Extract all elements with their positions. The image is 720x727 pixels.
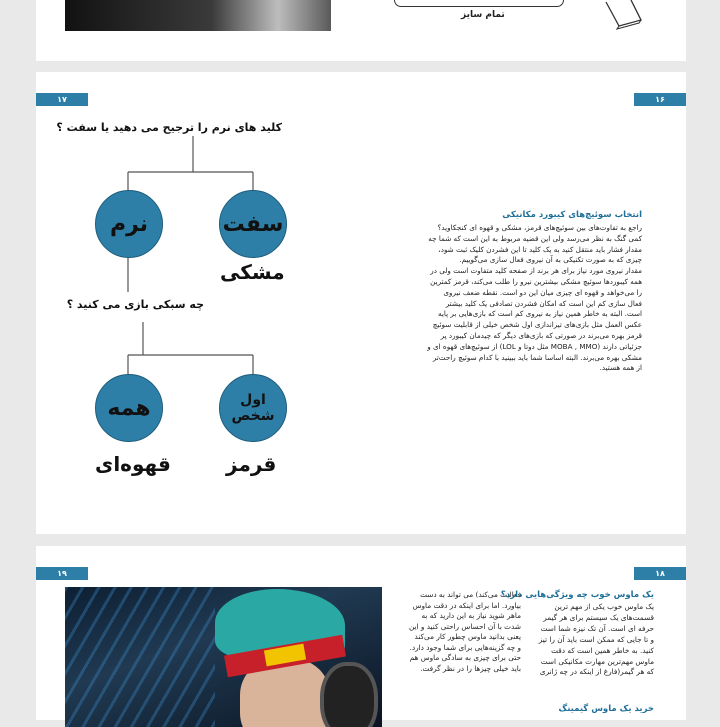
text-line: ماوس مهم‌ترین مهارت مکانیکی است [540,656,654,666]
mouse-section-title: یک ماوس خوب چه ویژگی‌هایی دارد؟ [500,590,654,600]
text-line: باید خیلی چیزها را در نظر گرفت. [420,663,521,673]
question-play-style: چه سبکی بازی می کنید ؟ [66,298,204,311]
page-number-16: ۱۶ [634,93,686,106]
label-brown-switch: قهوه‌ای [95,452,171,476]
article-line: مقدار نیروی مورد نیاز برای هر برند از صفحه کلید متفاوت است ولی در [430,266,642,276]
text-line: یک ماوس خوب یکی از مهم ترین [554,602,654,611]
article-body [402,223,642,374]
label-red-switch: قرمز [226,452,277,476]
stage-lights [65,587,215,727]
text-line: حتی برای چیزی به سادگی ماوس هم [409,653,521,662]
text-line: و تا جایی که ممکن است باید آن را تیز [538,634,654,644]
page-number-18: ۱۸ [634,567,686,580]
right-column-text [526,602,654,678]
node-first-person: اول شخص [219,374,287,442]
article-line: قرمز بهره می‌برند در صورتی که بازی‌های دیگر که چیدمان کیبورد پر [440,330,642,340]
text-line: فعالیت می‌کند) می تواند به دست [420,590,521,599]
text-line: یعنی بدانید ماوس چطور کار می‌کند [414,632,521,641]
article-line: عکس العمل مثل بازی‌های تیراندازی اول شخص خیلی از قابلیت سوئیچ [432,320,642,330]
label-black-switch: مشکی [220,260,285,284]
middle-spread [36,72,686,534]
page-number-17: ۱۷ [36,93,88,106]
gamer-photo [65,587,382,727]
question-soft-or-hard: کلید های نرم را ترجیح می دهید یا سفت ؟ [56,121,282,134]
headset [320,662,378,727]
top-photo [65,0,331,31]
article-line: همه کیبوردها سوئیچ مشکی بیشترین نیرو را طلب می‌کند، قرمز کمترین [430,276,642,286]
text-line: و چه گزینه‌هایی برای شما وجود دارد. [409,642,521,652]
text-line: کنید. به خاطر همین است که دقت [551,645,654,655]
article-line: مقدار فشار باید منتقل کنید به یک کلید تا این فشردن کلیک ثبت شود، [438,244,642,254]
node-hard: سفت [219,190,287,258]
text-line: شدت با آن احساس راحتی کنید و این [408,621,521,631]
article-line: از همه هستید. [599,363,642,373]
book-icon [601,0,646,30]
article-line: مشکی بهره می‌برند. البته اساسا شما باید ببینید با کدام سوئیچ راحت‌تر [432,352,642,362]
article-line: چیزی که به صورت تکنیکی به آن نیروی فعال سازی می‌گوییم. [459,255,642,265]
bottom-spread [36,546,686,720]
node-all: همه [95,374,163,442]
article-line: جزئیاتی دارند (MOBA , MMO مثل دوتا و LOL) از سوئیچ‌های قهوه ای و [427,341,642,351]
text-line: بیاورد. اما برای اینکه در دقت ماوس [412,600,521,610]
left-column-text [384,590,521,674]
article-line: راجع به تفاوت‌های بین سوئیچ‌های قرمز، مشکی و قهوه ای کنجکاوید؟ [437,223,642,232]
top-page [36,0,686,61]
article-title: انتخاب سوئیچ‌های کیبورد مکانیکی [502,210,642,220]
text-line: ماهر شوید نیاز به این دارید که به [421,611,521,620]
node-soft: نرم [95,190,163,258]
buy-mouse-subtitle: خرید یک ماوس گیمینگ [558,704,654,714]
text-line: که هر گیمر(فارغ از اینکه در چه ژانری [539,667,654,677]
page-number-19: ۱۹ [36,567,88,580]
article-line: را می‌خواهد و قهوه ای چیزی میان این دو است. نقطه ضعف نیروی [443,287,642,297]
text-line: حرفه ای است. آن تک نیزه شما است [540,623,654,633]
article-line: فعال سازی کم این است که امکان فشردن تصادفی یک کلید بیشتر [445,298,642,308]
article-line: کمی گنگ به نظر می‌رسد ولی این قضیه مربوط به این است که شما چه [428,233,642,243]
size-label: تمام سایز [461,10,505,20]
hexagon-outline [394,0,564,7]
text-line: قسمت‌های یک سیستم برای هر گیمر [543,612,654,622]
article-line: است. البته به خاطر همین نیاز به نیروی کم است که بازی‌هایی بر پایه [438,309,642,319]
